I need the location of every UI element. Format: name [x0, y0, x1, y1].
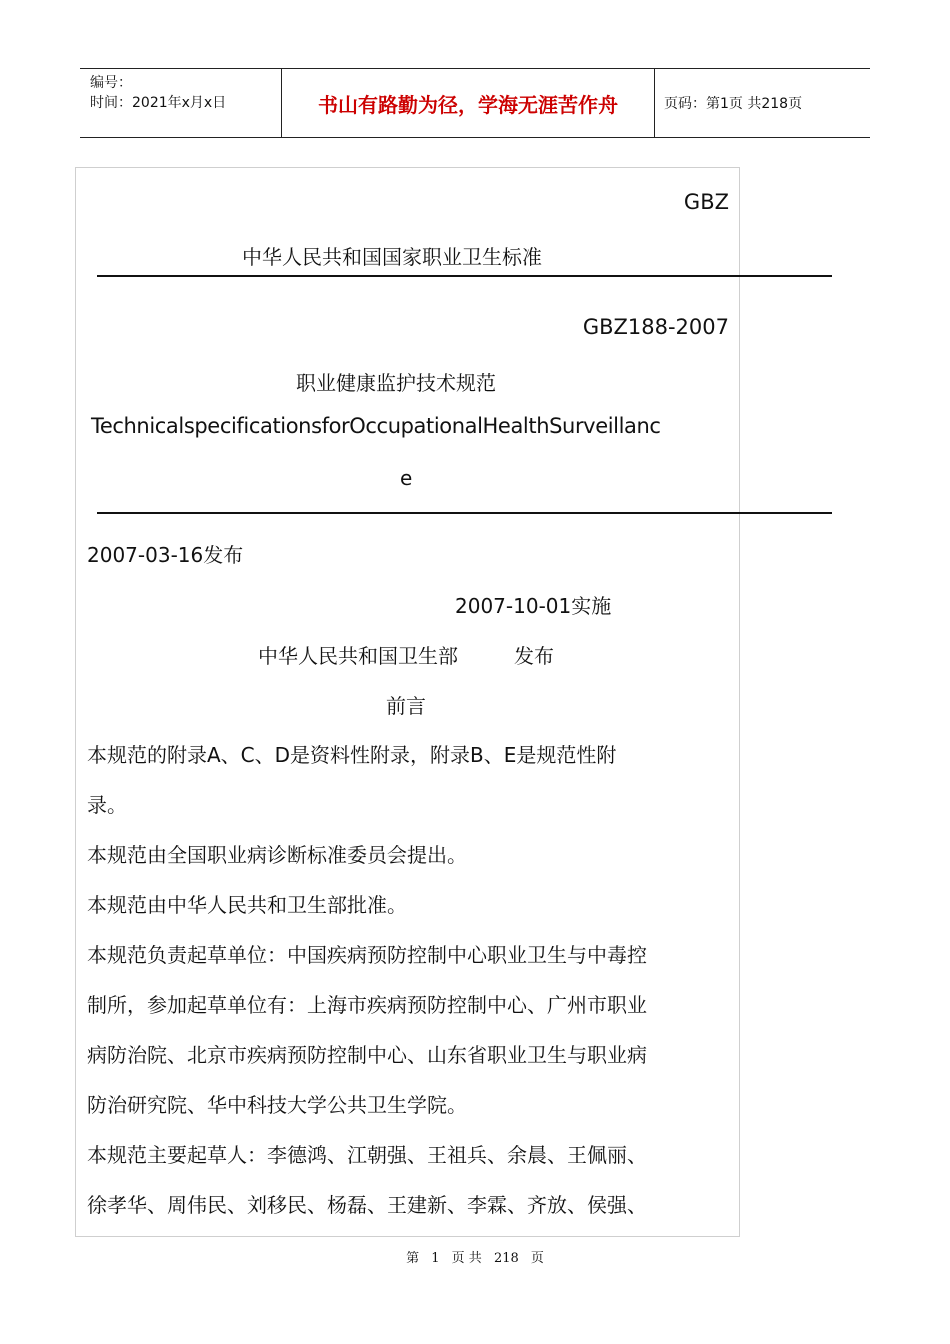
title-rule-bottom — [97, 512, 832, 514]
title-cn: 职业健康监护技术规范 — [296, 371, 496, 395]
header-meta — [90, 73, 226, 113]
publish-date: 2007-03-16发布 — [87, 543, 244, 567]
issuer-action: 发布 — [514, 644, 554, 668]
paragraph-line: 本规范的附录A、C、D是资料性附录，附录B、E是规范性附 — [87, 743, 617, 767]
page-footer — [0, 1247, 950, 1266]
paragraph-line: 本规范由全国职业病诊断标准委员会提出。 — [87, 843, 467, 867]
paragraph-line: 防治研究院、华中科技大学公共卫生学院。 — [87, 1093, 467, 1117]
footer-current-page: 1 — [431, 1251, 440, 1266]
standard-number: GBZ188-2007 — [582, 315, 729, 339]
issuer-name: 中华人民共和国卫生部 — [258, 644, 458, 668]
number-label: 编号： — [90, 75, 132, 91]
header-page-info: 页码：第1页 共218页 — [664, 96, 803, 112]
footer-prefix: 第 — [406, 1251, 420, 1266]
effective-date: 2007-10-01实施 — [455, 594, 612, 618]
standard-title: 中华人民共和国国家职业卫生标准 — [242, 245, 542, 269]
paragraph-line: 病防治院、北京市疾病预防控制中心、山东省职业卫生与职业病 — [87, 1043, 647, 1067]
standard-code: GBZ — [683, 190, 729, 214]
paragraph-line: 本规范由中华人民共和卫生部批准。 — [87, 893, 407, 917]
paragraph-line: 制所，参加起草单位有：上海市疾病预防控制中心、广州市职业 — [87, 993, 647, 1017]
title-en-line2: e — [400, 466, 413, 490]
page-header — [80, 68, 870, 138]
paragraph-line: 录。 — [87, 793, 127, 817]
title-rule-top — [97, 275, 832, 277]
footer-total-pages: 218 — [493, 1251, 519, 1266]
paragraph-line: 徐孝华、周伟民、刘移民、杨磊、王建新、李霖、齐放、侯强、 — [87, 1193, 647, 1217]
time-label: 时间：2021年x月x日 — [90, 95, 227, 111]
paragraph-line: 本规范主要起草人：李德鸿、江朝强、王祖兵、余晨、王佩丽、 — [87, 1143, 647, 1167]
title-en-line1: TechnicalspecificationsforOccupationalHealthSurveillanc — [91, 414, 661, 438]
footer-middle: 页 共 — [451, 1251, 482, 1266]
footer-suffix: 页 — [530, 1251, 544, 1266]
preface-title: 前言 — [386, 694, 426, 718]
paragraph-line: 本规范负责起草单位：中国疾病预防控制中心职业卫生与中毒控 — [87, 943, 647, 967]
header-motto: 书山有路勤为径，学海无涯苦作舟 — [281, 69, 655, 137]
